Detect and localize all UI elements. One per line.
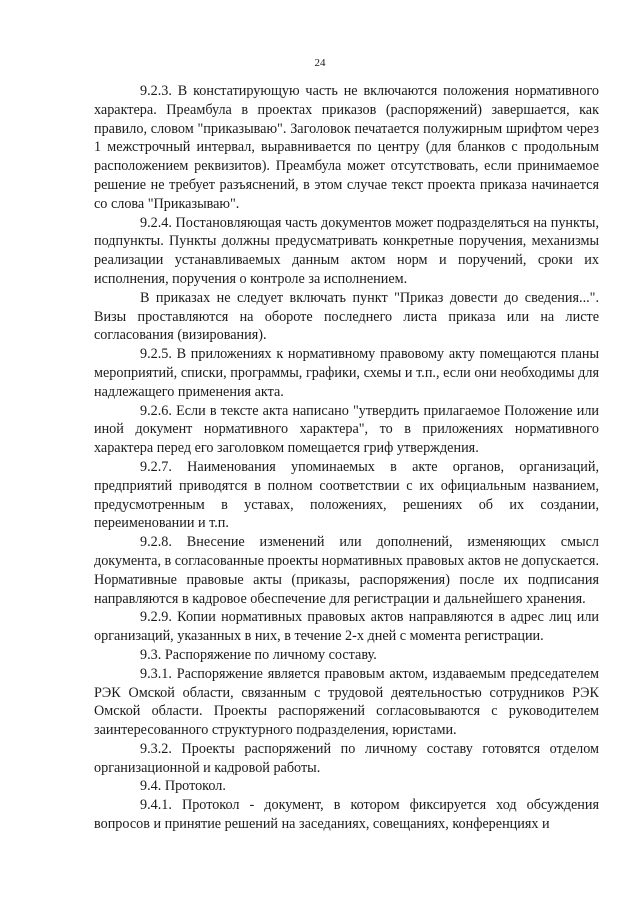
paragraph-orders-note: В приказах не следует включать пункт "Приказ довести до сведения...". Визы проставляются на обороте последнего листа приказа или на листе согласования (визирования). [94, 289, 599, 344]
section-heading-9-4: 9.4. Протокол. [140, 778, 226, 795]
paragraph-9-2-9: 9.2.9. Копии нормативных правовых актов направляются в адрес лиц или организаций, указанных в них, в течение 2-х дней с момента регистрации. [94, 609, 599, 645]
page-number: 24 [314, 57, 326, 69]
section-heading-9-3: 9.3. Распоряжение по личному составу. [140, 646, 377, 663]
paragraph-9-3-2: 9.3.2. Проекты распоряжений по личному составу готовятся отделом организационной и кадровой работы. [94, 740, 599, 776]
paragraph-9-3-1: 9.3.1. Распоряжение является правовым актом, издаваемым председателем РЭК Омской области, связанным с трудовой деятельностью сотрудников РЭК Омской области. Проекты распоряжений согласовываются с руководителем заинтересованного структурного подразделения, юристами. [94, 665, 599, 739]
paragraph-9-2-6: 9.2.6. Если в тексте акта написано "утвердить прилагаемое Положение или иной документ нормативного характера", то в приложениях нормативного характера перед его заголовком помещается гриф утверждения. [94, 402, 599, 457]
paragraph-9-2-7: 9.2.7. Наименования упоминаемых в акте органов, организаций, предприятий приводятся в полном соответствии с их официальным названием, предусмотренным в уставах, положениях, решениях об их создании, переименовании и т.п. [94, 458, 599, 532]
paragraph-9-4-1: 9.4.1. Протокол - документ, в котором фиксируется ход обсуждения вопросов и принятие решений на заседаниях, совещаниях, конференциях и [94, 797, 599, 833]
paragraph-9-2-3: 9.2.3. В констатирующую часть не включаются положения нормативного характера. Преамбула в проектах приказов (распоряжений) завершается, как правило, словом "приказываю". Заголовок печатается полужирным шрифтом через 1 межстрочный интервал, выравнивается по центру (для бланков с продольным расположением реквизитов). Преамбула может отсутствовать, если принимаемое решение не требует разъяснений, в этом случае текст проекта приказа начинается со слова "Приказываю". [94, 83, 599, 212]
document-body [94, 82, 599, 834]
paragraph-9-2-4: 9.2.4. Постановляющая часть документов может подразделяться на пункты, подпункты. Пункты должны предусматривать конкретные поручения, механизмы реализации устанавливаемых данным актом норм и поручений, сроки их исполнения, поручения о контроле за исполнением. [94, 214, 599, 287]
paragraph-9-2-5: 9.2.5. В приложениях к нормативному правовому акту помещаются планы мероприятий, списки, программы, графики, схемы и т.п., если они необходимы для надлежащего применения акта. [94, 346, 599, 400]
paragraph-9-2-8: 9.2.8. Внесение изменений или дополнений, изменяющих смысл документа, в согласованные проекты нормативных правовых актов не допускается. Нормативные правовые акты (приказы, распоряжения) после их подписания направляются в кадровое обеспечение для регистрации и дальнейшего хранения. [94, 534, 599, 607]
